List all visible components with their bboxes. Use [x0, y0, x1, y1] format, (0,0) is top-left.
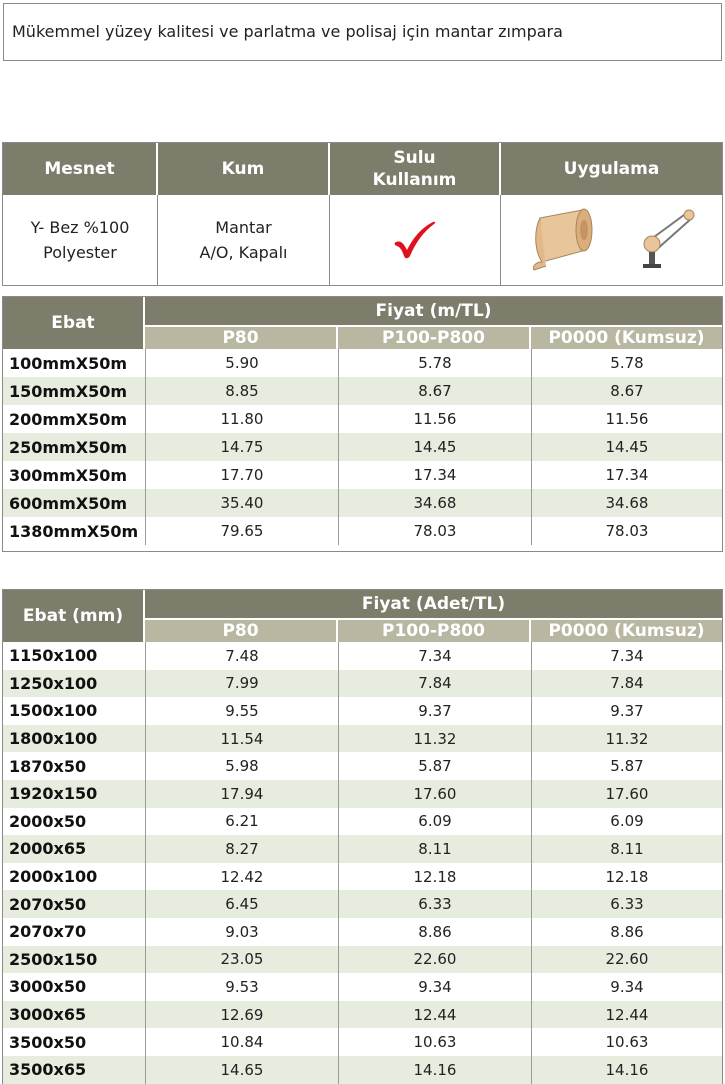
- price-p100-p800-cell: 14.16: [338, 1056, 531, 1084]
- price-p80-cell: 8.85: [145, 377, 338, 405]
- table-row: [3, 808, 722, 836]
- meter-price-table: [2, 296, 723, 552]
- price-p0000-cell: 8.67: [531, 377, 722, 405]
- size-cell: 2070x70: [9, 922, 87, 942]
- size-cell: 200mmX50m: [9, 409, 128, 429]
- price-p100-p800-cell: 10.63: [338, 1028, 531, 1056]
- size-cell: 2500x150: [9, 949, 98, 969]
- roll-icon: [533, 209, 592, 270]
- price-p100-p800-cell: 8.67: [338, 377, 531, 405]
- size-cell: 3000x65: [9, 1005, 87, 1025]
- meter-col-p100-p800: P100-P800: [338, 325, 531, 349]
- price-p80-cell: 6.21: [145, 808, 338, 836]
- size-cell: 300mmX50m: [9, 465, 128, 485]
- price-p0000-cell: 6.09: [531, 808, 722, 836]
- size-cell: 1380mmX50m: [9, 521, 139, 541]
- price-p100-p800-cell: 17.60: [338, 780, 531, 808]
- value-uygulama: [501, 195, 722, 285]
- price-p0000-cell: 9.34: [531, 973, 722, 1001]
- price-p0000-cell: 10.63: [531, 1028, 722, 1056]
- price-p80-cell: 9.55: [145, 697, 338, 725]
- size-cell: 150mmX50m: [9, 381, 128, 401]
- price-p0000-cell: 8.11: [531, 835, 722, 863]
- table-row: [3, 1028, 722, 1056]
- product-description: Mükemmel yüzey kalitesi ve parlatma ve polisaj için mantar zımpara: [3, 3, 722, 61]
- price-p0000-cell: 11.32: [531, 725, 722, 753]
- size-cell: 1870x50: [9, 756, 87, 776]
- price-p0000-cell: 12.44: [531, 1001, 722, 1029]
- price-p0000-cell: 17.60: [531, 780, 722, 808]
- table-row: [3, 1056, 722, 1084]
- header-sulu-kullanim: Sulu Kullanım: [330, 143, 501, 195]
- piece-rows: [3, 642, 722, 1084]
- size-cell: 3500x65: [9, 1060, 87, 1080]
- value-mesnet: Y- Bez %100 Polyester: [3, 195, 158, 285]
- size-cell: 2070x50: [9, 894, 87, 914]
- price-p100-p800-cell: 5.87: [338, 752, 531, 780]
- size-cell: 600mmX50m: [9, 493, 128, 513]
- price-p0000-cell: 6.33: [531, 890, 722, 918]
- spec-table: [2, 142, 723, 286]
- price-p100-p800-cell: 7.84: [338, 670, 531, 698]
- size-cell: 1500x100: [9, 701, 98, 721]
- price-p100-p800-cell: 8.86: [338, 918, 531, 946]
- size-cell: 100mmX50m: [9, 353, 128, 373]
- piece-col-p100-p800: P100-P800: [338, 618, 531, 642]
- price-p0000-cell: 5.87: [531, 752, 722, 780]
- price-p80-cell: 5.90: [145, 349, 338, 377]
- price-p100-p800-cell: 9.37: [338, 697, 531, 725]
- meter-col-p80: P80: [145, 325, 338, 349]
- header-mesnet: Mesnet: [3, 143, 158, 195]
- piece-col-p0000: P0000 (Kumsuz): [531, 618, 722, 642]
- size-cell: 1250x100: [9, 673, 98, 693]
- header-kum: Kum: [158, 143, 330, 195]
- table-row: [3, 670, 722, 698]
- price-p80-cell: 35.40: [145, 489, 338, 517]
- price-p80-cell: 9.53: [145, 973, 338, 1001]
- price-p80-cell: 17.94: [145, 780, 338, 808]
- size-cell: 250mmX50m: [9, 437, 128, 457]
- table-row: [3, 489, 722, 517]
- table-row: [3, 918, 722, 946]
- price-p100-p800-cell: 9.34: [338, 973, 531, 1001]
- piece-price-table: [2, 589, 723, 1084]
- meter-rows: [3, 349, 722, 545]
- size-cell: 2000x65: [9, 839, 87, 859]
- price-p0000-cell: 12.18: [531, 863, 722, 891]
- table-row: [3, 752, 722, 780]
- price-p100-p800-cell: 14.45: [338, 433, 531, 461]
- price-p100-p800-cell: 78.03: [338, 517, 531, 545]
- table-row: [3, 1001, 722, 1029]
- price-p80-cell: 11.54: [145, 725, 338, 753]
- table-row: [3, 890, 722, 918]
- price-p100-p800-cell: 17.34: [338, 461, 531, 489]
- price-p80-cell: 8.27: [145, 835, 338, 863]
- price-p0000-cell: 22.60: [531, 946, 722, 974]
- price-p100-p800-cell: 6.33: [338, 890, 531, 918]
- size-cell: 2000x100: [9, 867, 98, 887]
- price-p80-cell: 7.99: [145, 670, 338, 698]
- size-cell: 1920x150: [9, 784, 98, 804]
- price-p100-p800-cell: 7.34: [338, 642, 531, 670]
- size-cell: 1800x100: [9, 729, 98, 749]
- price-p80-cell: 12.69: [145, 1001, 338, 1029]
- price-p0000-cell: 8.86: [531, 918, 722, 946]
- price-p0000-cell: 14.16: [531, 1056, 722, 1084]
- price-p80-cell: 10.84: [145, 1028, 338, 1056]
- price-p80-cell: 9.03: [145, 918, 338, 946]
- price-p80-cell: 12.42: [145, 863, 338, 891]
- price-p80-cell: 5.98: [145, 752, 338, 780]
- price-p100-p800-cell: 5.78: [338, 349, 531, 377]
- size-cell: 3000x50: [9, 977, 87, 997]
- price-p80-cell: 17.70: [145, 461, 338, 489]
- price-p80-cell: 11.80: [145, 405, 338, 433]
- price-p0000-cell: 9.37: [531, 697, 722, 725]
- check-mark-icon: [393, 220, 437, 260]
- value-kum: Mantar A/O, Kapalı: [158, 195, 330, 285]
- price-p100-p800-cell: 34.68: [338, 489, 531, 517]
- table-row: [3, 349, 722, 377]
- price-p80-cell: 14.65: [145, 1056, 338, 1084]
- price-p80-cell: 6.45: [145, 890, 338, 918]
- piece-size-header: Ebat (mm): [3, 590, 145, 642]
- value-sulu: [330, 195, 501, 285]
- price-p80-cell: 79.65: [145, 517, 338, 545]
- table-row: [3, 973, 722, 1001]
- belt-sander-icon: [643, 210, 694, 268]
- size-cell: 3500x50: [9, 1032, 87, 1052]
- price-p0000-cell: 11.56: [531, 405, 722, 433]
- price-p0000-cell: 14.45: [531, 433, 722, 461]
- price-p100-p800-cell: 11.56: [338, 405, 531, 433]
- table-row: [3, 835, 722, 863]
- price-p100-p800-cell: 12.44: [338, 1001, 531, 1029]
- table-row: [3, 517, 722, 545]
- price-p80-cell: 23.05: [145, 946, 338, 974]
- price-p0000-cell: 7.34: [531, 642, 722, 670]
- meter-size-header: Ebat: [3, 297, 145, 349]
- price-p0000-cell: 78.03: [531, 517, 722, 545]
- price-p80-cell: 14.75: [145, 433, 338, 461]
- header-uygulama: Uygulama: [501, 143, 722, 195]
- table-row: [3, 461, 722, 489]
- table-row: [3, 863, 722, 891]
- meter-price-header: Fiyat (m/TL): [145, 297, 722, 325]
- piece-col-p80: P80: [145, 618, 338, 642]
- price-p0000-cell: 7.84: [531, 670, 722, 698]
- piece-price-header: Fiyat (Adet/TL): [145, 590, 722, 618]
- price-p100-p800-cell: 8.11: [338, 835, 531, 863]
- table-row: [3, 377, 722, 405]
- table-row: [3, 780, 722, 808]
- price-p100-p800-cell: 22.60: [338, 946, 531, 974]
- price-p0000-cell: 5.78: [531, 349, 722, 377]
- table-row: [3, 725, 722, 753]
- table-row: [3, 642, 722, 670]
- price-p100-p800-cell: 11.32: [338, 725, 531, 753]
- table-row: [3, 405, 722, 433]
- table-row: [3, 697, 722, 725]
- price-p100-p800-cell: 12.18: [338, 863, 531, 891]
- size-cell: 1150x100: [9, 646, 98, 666]
- price-p0000-cell: 34.68: [531, 489, 722, 517]
- price-p0000-cell: 17.34: [531, 461, 722, 489]
- meter-col-p0000: P0000 (Kumsuz): [531, 325, 722, 349]
- price-p100-p800-cell: 6.09: [338, 808, 531, 836]
- table-row: [3, 946, 722, 974]
- table-row: [3, 433, 722, 461]
- price-p80-cell: 7.48: [145, 642, 338, 670]
- size-cell: 2000x50: [9, 811, 87, 831]
